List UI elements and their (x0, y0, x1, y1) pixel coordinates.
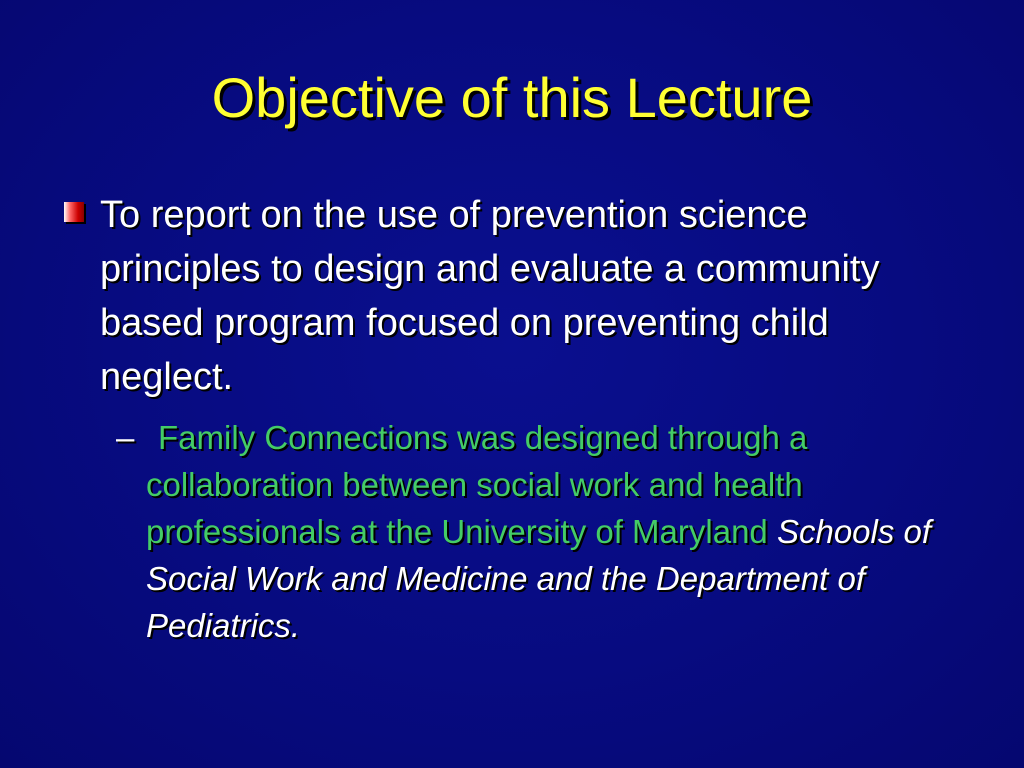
slide-title: Objective of this Lecture (211, 66, 813, 129)
bullet-text: To report on the use of prevention science principles to design and evaluate a community based program focused on preventing child neglect. (100, 194, 880, 398)
dash-marker: – (116, 419, 135, 456)
sub-bullet-green-text: Family Connections was designed through a collaboration between social work and health professionals at the University of Maryland (146, 419, 808, 550)
square-bullet-icon (64, 202, 84, 222)
sub-bullet-italic-text: Schools of Social Work and Medicine and the Department of Pediatrics. (146, 513, 932, 644)
sub-bullet-text (146, 414, 976, 649)
